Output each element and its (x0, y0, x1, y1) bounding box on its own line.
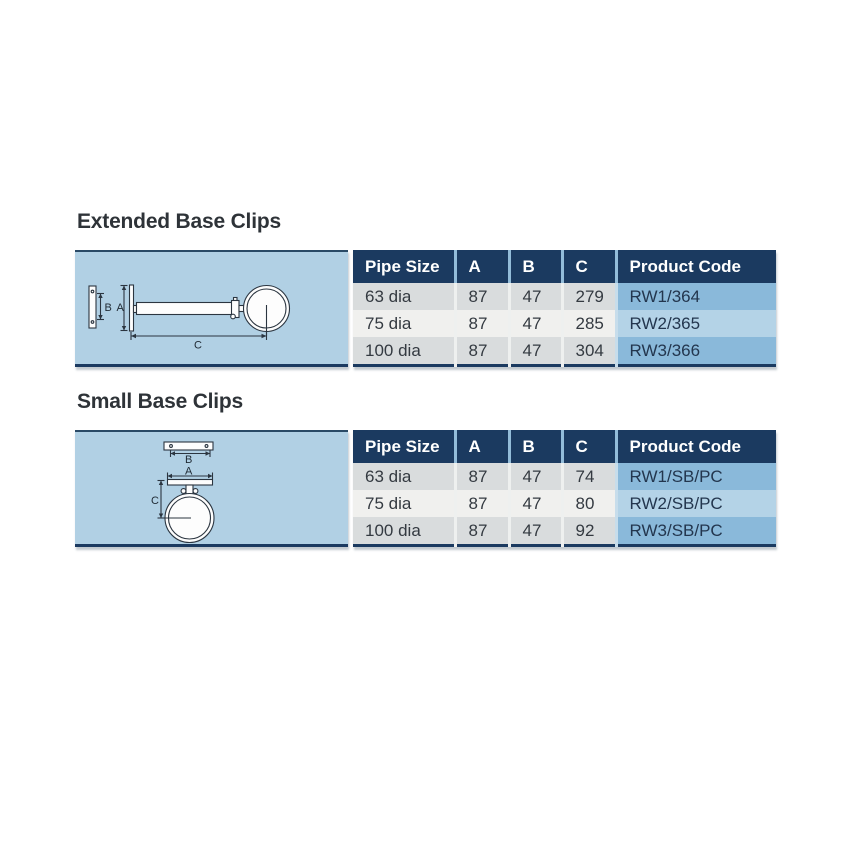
cell-pipe-size: 100 dia (353, 337, 455, 366)
dimension-label-c: C (194, 339, 202, 352)
table-row (353, 337, 776, 366)
cell-c: 92 (562, 517, 616, 546)
cell-pipe-size: 100 dia (353, 517, 455, 546)
dimension-label-b: B (185, 454, 193, 466)
cell-c: 285 (562, 310, 616, 337)
base-plate (130, 285, 134, 331)
table-header-row (353, 430, 776, 463)
header-product-code: Product Code (616, 250, 776, 283)
cell-b: 47 (509, 310, 562, 337)
extended-base-clip-diagram (75, 250, 348, 367)
extended-base-clips-table (353, 250, 776, 367)
table-row (353, 310, 776, 337)
table-row (353, 490, 776, 517)
extension-arm (137, 303, 237, 315)
header-a: A (455, 250, 509, 283)
cell-b: 47 (509, 517, 562, 546)
small-base-clips-table (353, 430, 776, 547)
table-row (353, 463, 776, 490)
cell-product-code: RW2/SB/PC (616, 490, 776, 517)
cell-product-code: RW1/SB/PC (616, 463, 776, 490)
clamp-bolt (193, 489, 198, 494)
cell-a: 87 (455, 283, 509, 310)
cell-product-code: RW2/365 (616, 310, 776, 337)
dimension-label-c: C (151, 495, 159, 507)
cell-a: 87 (455, 463, 509, 490)
table-row (353, 517, 776, 546)
cell-pipe-size: 75 dia (353, 310, 455, 337)
cell-b: 47 (509, 337, 562, 366)
cell-c: 304 (562, 337, 616, 366)
section-small-base-clips (75, 388, 776, 547)
section-extended-base-clips (75, 208, 776, 367)
dimension-label-b: B (104, 302, 112, 314)
cell-b: 47 (509, 463, 562, 490)
header-b: B (509, 250, 562, 283)
cell-a: 87 (455, 337, 509, 366)
cell-product-code: RW3/366 (616, 337, 776, 366)
cell-a: 87 (455, 310, 509, 337)
extended-base-clips-panel-row (75, 250, 776, 367)
cell-c: 74 (562, 463, 616, 490)
clamp-bolt (181, 489, 186, 494)
header-c: C (562, 430, 616, 463)
wall-plate (89, 286, 96, 328)
header-product-code: Product Code (616, 430, 776, 463)
base-plate (168, 480, 213, 486)
table-header-row (353, 250, 776, 283)
cell-b: 47 (509, 490, 562, 517)
cell-c: 279 (562, 283, 616, 310)
cell-pipe-size: 63 dia (353, 463, 455, 490)
header-c: C (562, 250, 616, 283)
mounting-bar (164, 442, 213, 450)
dimension-label-a: A (116, 302, 124, 314)
small-base-clip-drawing (75, 432, 348, 544)
dimension-b (97, 294, 104, 320)
cell-a: 87 (455, 517, 509, 546)
cell-pipe-size: 75 dia (353, 490, 455, 517)
small-base-clips-panel-row (75, 430, 776, 547)
section-title: Small Base Clips (77, 390, 244, 413)
cell-c: 80 (562, 490, 616, 517)
extended-base-clip-drawing (75, 252, 348, 364)
header-pipe-size: Pipe Size (353, 430, 455, 463)
table-row (353, 283, 776, 310)
small-base-clip-diagram (75, 430, 348, 547)
cell-pipe-size: 63 dia (353, 283, 455, 310)
cell-product-code: RW3/SB/PC (616, 517, 776, 546)
header-pipe-size: Pipe Size (353, 250, 455, 283)
cell-b: 47 (509, 283, 562, 310)
cell-a: 87 (455, 490, 509, 517)
section-title: Extended Base Clips (77, 210, 281, 233)
header-b: B (509, 430, 562, 463)
header-a: A (455, 430, 509, 463)
cell-product-code: RW1/364 (616, 283, 776, 310)
dimension-label-a: A (185, 465, 193, 478)
